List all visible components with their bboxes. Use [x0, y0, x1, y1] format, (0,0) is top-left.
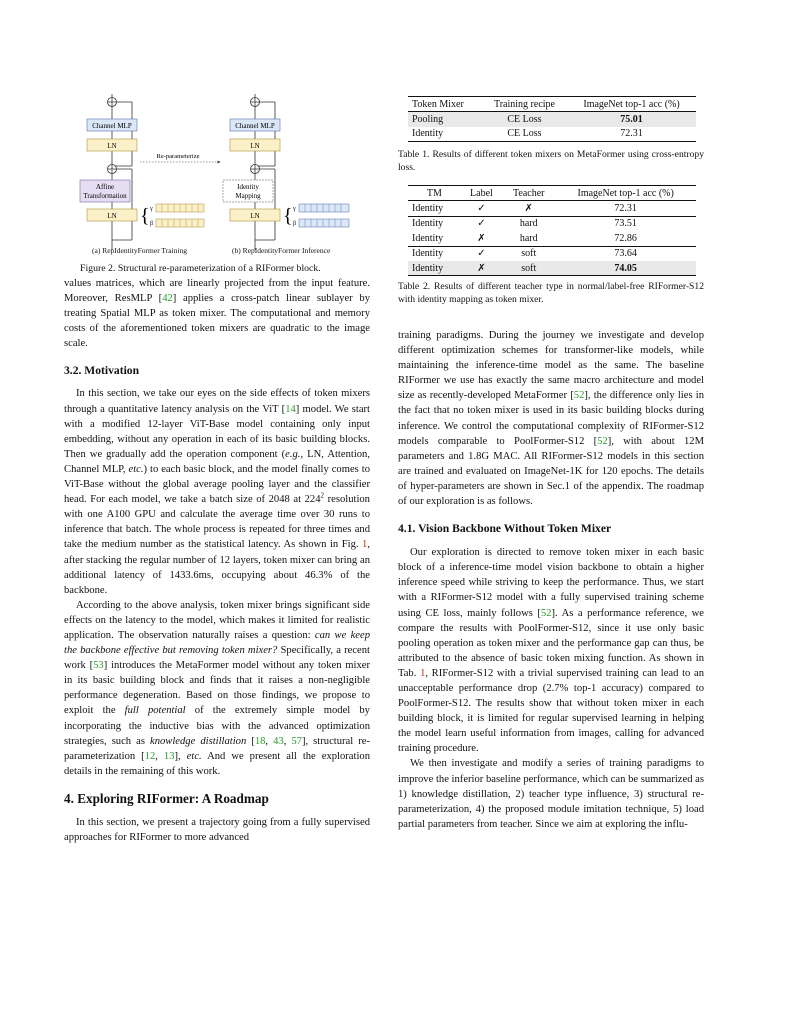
section-heading-4-1: 4.1. Vision Backbone Without Token Mixer [398, 522, 612, 536]
beta-label: β [150, 221, 154, 227]
citation-link[interactable]: 43 [273, 735, 284, 747]
gamma-label: γ [150, 206, 153, 212]
beta-vector [156, 219, 204, 227]
figure-2-diagram [70, 90, 370, 260]
gamma-label: γ [293, 206, 296, 212]
right-column [398, 328, 704, 832]
table-2-caption: Table 2. Results of different teacher type in normal/label-free RIFormer-S12 with identity mapping as token mixer. [398, 281, 704, 305]
table-row: Identity ✓ soft 73.64 [412, 248, 637, 260]
paragraph: values matrices, which are linearly projected from the input feature. Moreover, ResMLP [42] applies a cross-patch linear sublayer by treating Spatial MLP as token mixer. The computational and memory costs of the aforementioned token mixers are quadratic to the image scale. [64, 278, 370, 350]
affine-label-1: Affine [95, 183, 115, 191]
beta-label: β [293, 221, 297, 227]
table-header: TM [426, 187, 442, 199]
paragraph: According to the above analysis, token mixer brings significant side effects on the latency to the model, which makes it limited for realistic application. The observation naturally raises a question: can we keep the backbone effective but removing token mixer? Specifically, a recent work [53] introduces the MetaFormer model without any token mixer in its basic building block and finds that it raises a non-negligible performance degeneration. Based on those findings, we propose to exploit the full potential of the extremely simple model by incorporating the inductive bias with the advanced optimization strategies, such as knowledge distillation [18, 43, 57], structural re-parameterization [12, 13], etc. And we present all the exploration details in the remaining of this work. [64, 599, 371, 777]
ln-label: LN [107, 142, 117, 150]
figure-2-caption: Figure 2. Structural re-parameterization of a RIFormer block. [80, 263, 321, 274]
section-heading-4: 4. Exploring RIFormer: A Roadmap [64, 790, 269, 806]
ln-label: LN [250, 142, 260, 150]
table-row: Identity CE Loss 72.31 [412, 128, 643, 140]
brace-icon: { [140, 205, 150, 227]
table-header: ImageNet top-1 acc (%) [583, 98, 680, 110]
citation-link[interactable]: 14 [285, 403, 296, 415]
table-row: Identity ✗ hard 72.86 [408, 231, 696, 246]
identity-label-1: Identity [237, 183, 259, 191]
table-row: Pooling CE Loss 75.01 [408, 112, 696, 127]
paragraph: In this section, we take our eyes on the side effects of token mixers through a quantitative latency analysis on the ViT [14] model. We start with a modified 12-layer ViT-Base model containing only input embedding, without any operation in each of its basic building blocks. Then we gradually add the operation component (e.g., LN, Attention, Channel MLP, etc.) to each basic block, and the model finally comes to ViT-Base without the global average pooling layer and the classifier head. For each model, we take a batch size of 2048 at $224^2$ resolution with one A100 GPU and calculate the average time over 30 runs to inference that batch. The whole process is repeated for three times and take the medium number as the statistical latency. As shown in Fig. 1, after stacking the regular number of 12 layers, token mixer can bring an additional latency of 1433.6ms, occupying about 46.3% of the backbone. [64, 388, 371, 596]
affine-label-2: Transformation [83, 192, 127, 200]
figure-ref-link[interactable]: 1 [362, 539, 368, 551]
training-block [80, 94, 204, 250]
table-row: Identity ✗ soft 74.05 [408, 261, 696, 276]
table-header: ImageNet top-1 acc (%) [577, 187, 674, 199]
gamma-vector [156, 204, 204, 212]
citation-link[interactable]: 52 [597, 435, 608, 447]
inference-block [223, 94, 349, 250]
table-header: Label [470, 187, 493, 199]
citation-link[interactable]: 42 [162, 293, 173, 305]
citation-link[interactable]: 18 [254, 735, 266, 747]
citation-link[interactable]: 57 [291, 735, 302, 747]
paragraph: We then investigate and modify a series of training paradigms to improve the inferior baseline performance, which can be summarized as 1) knowledge distillation, 2) teacher type influence, 3) structural re-parameterization, 4) the proposed module imitation technique, 5) load partial parameters from teacher. Since we aim at exploring the influ- [398, 758, 704, 830]
table-1 [408, 96, 696, 142]
table-row: Identity ✓ hard 73.51 [412, 218, 637, 230]
brace-icon: { [283, 205, 293, 227]
citation-link[interactable]: 12 [144, 750, 156, 762]
channel-mlp-label: Channel MLP [92, 122, 132, 130]
paragraph: Our exploration is directed to remove token mixer in each basic block of a inference-time model vision backbone to obtain a higher inference speed while striving to keep the performance. Thus, we start with a RIFormer-S12 model with a fully supervised training scheme using CE loss, mainly follows [52]. As a performance reference, we compare the results with PoolFormer-S12, since it use only basic pooling operation as token mixer and the performance gap can thus, be attributed to the absence of basic token mixing function. As shown in Tab. 1, RIFormer-S12 with a trivial supervised training can lead to an unacceptable performance drop (2.7% top-1 accuracy) compared to PoolFormer-S12. The results show that without token mixer in each building block, it is limited for regular supervised learning in helping the model learn useful information from images, calling for advanced training procedure. [398, 547, 704, 755]
ln-label: LN [107, 212, 117, 220]
table-2 [408, 185, 696, 276]
figure-2-subcaption-b: (b) RepIdentityFormer Inference [232, 246, 331, 255]
table-header: Teacher [513, 187, 545, 199]
identity-label-2: Mapping [235, 192, 261, 200]
table-header: Token Mixer [412, 98, 464, 110]
paragraph: In this section, we present a trajectory going from a fully supervised approaches for RIFormer to more advanced [64, 816, 370, 843]
citation-link[interactable]: 13 [163, 750, 175, 762]
ln-label: LN [250, 212, 260, 220]
section-heading-3-2: 3.2. Motivation [64, 364, 140, 378]
left-column [64, 276, 370, 845]
citation-link[interactable]: 53 [93, 660, 104, 672]
citation-link[interactable]: 52 [573, 390, 585, 402]
table-ref-link[interactable]: 1 [420, 667, 426, 679]
table-header: Training recipe [493, 98, 555, 110]
paragraph: training paradigms. During the journey we investigate and develop different optimization schemes for transformer-like models, while maintaining the inference-time model as the same. The baseline RIFormer we use has exactly the same macro architecture and model size as recently-developed MetaFormer [52], the difference only lies in the fact that no token mixer is used in its basic building blocks during inference. We control the computational complexity of RIFormer-S12 models comparable to PoolFormer-S12 [52], with about 12M parameters and 1.8G MAC. All RIFormer-S12 models in this section are trained and evaluated on ImageNet-1K for 120 epochs. The details of hyper-parameters are shown in Sec.1 of the appendix. The roadmap of our exploration is as follows. [398, 330, 705, 508]
gamma-vector [299, 204, 349, 212]
figure-2-subcaption-a: (a) RepIdentityFormer Training [92, 246, 187, 255]
table-1-caption: Table 1. Results of different token mixers on MetaFormer using cross-entropy loss. [398, 149, 704, 173]
citation-link[interactable]: 52 [540, 607, 552, 619]
table-row: Identity ✓ ✗ 72.31 [408, 201, 696, 216]
reparam-label: Re-parameterize [156, 153, 200, 160]
beta-vector [299, 219, 349, 227]
channel-mlp-label: Channel MLP [235, 122, 275, 130]
